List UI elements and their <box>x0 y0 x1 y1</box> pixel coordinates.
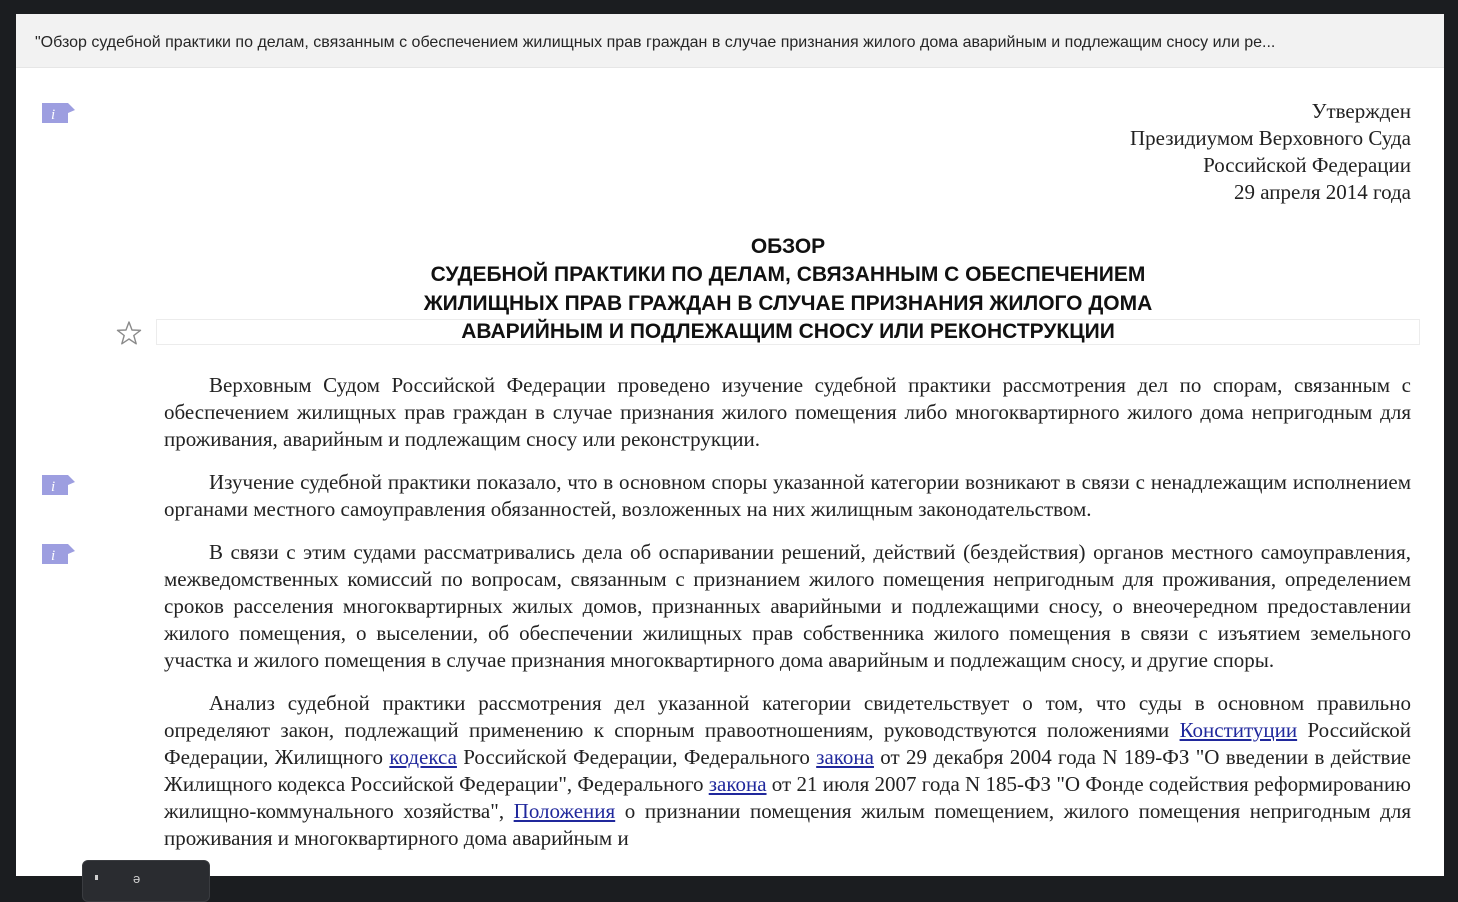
toolbar-indicator-icon <box>95 875 98 880</box>
document-window <box>16 14 1444 876</box>
paragraph-text: Российской Федерации, Федерального <box>456 745 817 769</box>
star-outline-icon[interactable] <box>116 320 142 346</box>
title-line: ЖИЛИЩНЫХ ПРАВ ГРАЖДАН В СЛУЧАЕ ПРИЗНАНИЯ ЖИЛОГО ДОМА <box>423 291 1153 315</box>
approval-line: Утвержден <box>1311 99 1411 123</box>
approval-line: Российской Федерации <box>1203 153 1411 177</box>
title-line: СУДЕБНОЙ ПРАКТИКИ ПО ДЕЛАМ, СВЯЗАННЫМ С ОБЕСПЕЧЕНИЕМ <box>430 263 1146 287</box>
document-header <box>16 14 1444 68</box>
paragraph-text: от 29 декабря 2004 года N 189-ФЗ "О введении в действие Жилищного кодекса Российской Федерации", Федерального <box>164 745 1411 796</box>
document-title <box>156 233 1420 346</box>
link-federal-law-189[interactable]: закона <box>816 745 874 769</box>
comment-info-icon[interactable] <box>40 101 76 125</box>
document-body <box>164 372 1411 868</box>
title-line: АВАРИЙНЫМ И ПОДЛЕЖАЩИМ СНОСУ ИЛИ РЕКОНСТРУКЦИИ <box>461 319 1115 343</box>
floating-toolbar[interactable] <box>82 860 210 902</box>
toolbar-glyph[interactable]: ə <box>133 871 141 886</box>
paragraph: Изучение судебной практики показало, что в основном споры указанной категории возникают в связи с ненадлежащим исполнением органами местного самоуправления обязанностей, возложенных на них жилищным законодательством. <box>164 470 1411 521</box>
link-federal-law-185[interactable]: закона <box>708 772 767 796</box>
paragraph: Верховным Судом Российской Федерации проведено изучение судебной практики рассмотрения дел по спорам, связанным с обеспечением жилищных прав граждан в случае признания жилого помещения либо многоквартирного жилого дома непригодным для проживания, аварийным и подлежащим сносу или реконструкции. <box>164 373 1411 451</box>
paragraph <box>164 690 1411 852</box>
comment-info-icon[interactable] <box>40 473 76 497</box>
approval-line: Президиумом Верховного Суда <box>1129 126 1411 150</box>
svg-text:i: i <box>51 548 56 564</box>
svg-text:i: i <box>51 479 56 495</box>
link-housing-code[interactable]: кодекса <box>389 745 457 769</box>
document-header-title[interactable]: "Обзор судебной практики по делам, связанным с обеспечением жилищных прав граждан в случае признания жилого дома аварийным и подлежащим сносу или ре... <box>35 34 1276 51</box>
link-constitution[interactable]: Конституции <box>1179 718 1298 742</box>
paragraph-text: о признании помещения жилым помещением, жилого помещения непригодным для проживания и многоквартирного дома аварийным и <box>164 799 1411 850</box>
paragraph-text: от 21 июля 2007 года N 185-ФЗ "О Фонде содействия реформированию жилищно-коммунального хозяйства", <box>164 772 1411 823</box>
link-regulation[interactable]: Положения <box>513 799 616 823</box>
paragraph-text: Российской Федерации, Жилищного <box>164 718 1412 769</box>
title-line: ОБЗОР <box>750 235 826 258</box>
approval-block <box>1130 98 1411 206</box>
approval-line: 29 апреля 2014 года <box>1234 180 1411 204</box>
paragraph: В связи с этим судами рассматривались дела об оспаривании решений, действий (бездействия) органов местного самоуправления, межведомственных комиссий по вопросам, связанным с признанием жилого помещения непригодным для проживания, определением сроков расселения многоквартирных жилых домов, признанных аварийными и подлежащими сносу, о внеочередном предоставлении жилого помещения, о выселении, об обеспечении жилищных прав собственника жилого помещения в связи с изъятием земельного участка и жилого помещения в случае признания многоквартирного дома аварийным и подлежащим сносу, и другие споры. <box>164 540 1411 672</box>
comment-info-icon[interactable] <box>40 542 76 566</box>
paragraph-text: Анализ судебной практики рассмотрения дел указанной категории свидетельствует о том, что суды в основном правильно определяют закон, подлежащий применению к спорным правоотношениям, руководствуются положениями <box>164 691 1411 742</box>
svg-text:i: i <box>51 107 56 123</box>
